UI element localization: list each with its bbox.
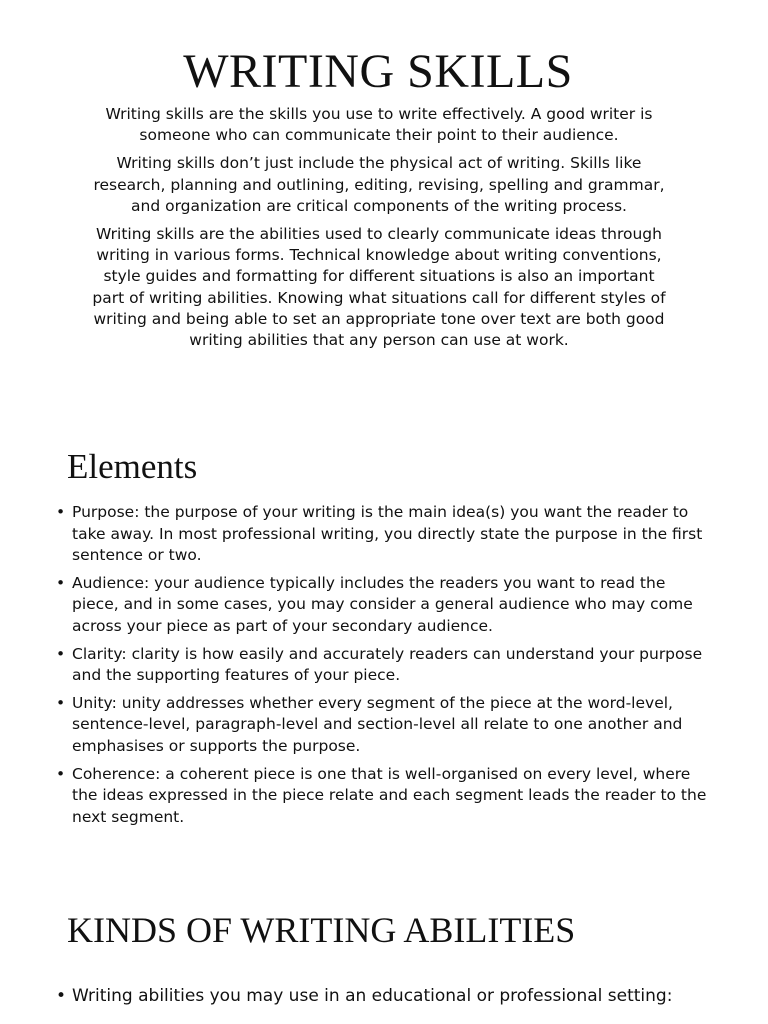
list-item-text: Clarity: clarity is how easily and accurately readers can understand your purpose and the supporting features of your piece. — [72, 644, 703, 685]
kinds-heading: KINDS OF WRITING ABILITIES — [67, 910, 576, 950]
kinds-list — [56, 985, 716, 1013]
list-item — [56, 764, 716, 829]
bullet-icon: • — [56, 644, 66, 663]
list-item — [56, 502, 716, 567]
elements-list — [56, 502, 716, 834]
bullet-icon: • — [56, 573, 66, 592]
bullet-icon: • — [56, 503, 66, 521]
page-title: WRITING SKILLS — [183, 45, 573, 98]
list-item-text: Writing abilities you may use in an educational or professional setting: — [72, 986, 673, 1006]
list-item-text: Purpose: the purpose of your writing is the main idea(s) you want the reader to take away. In most professional writing, you directly state the purpose in the first sentence or two. — [72, 503, 703, 565]
intro-paragraph: Writing skills are the abilities used to clearly communicate ideas through writing in various forms. Technical knowledge about writing conventions, style guides and formatting for different situations is also an important part of writing abilities. Knowing what situations call for different styles of writing and being able to set an appropriate tone over text are both good writing abilities that any person can use at work. — [92, 225, 666, 350]
intro-section — [86, 104, 672, 358]
list-item-text: Coherence: a coherent piece is one that is well-organised on every level, where the ideas expressed in the piece relate and each segment leads the reader to the next segment. — [72, 764, 707, 826]
list-item-text: Audience: your audience typically includes the readers you want to read the piece, and in some cases, you may consider a general audience who may come across your piece as part of your secondary audience. — [72, 573, 693, 635]
intro-paragraph: Writing skills are the skills you use to write effectively. A good writer is someone who can communicate their point to their audience. — [105, 105, 653, 145]
list-item-text: Unity: unity addresses whether every segment of the piece at the word-level, sentence-level, paragraph-level and section-level all relate to one another and emphasises or supports the purpose. — [72, 693, 683, 755]
list-item — [56, 693, 716, 758]
list-item — [56, 985, 716, 1007]
bullet-icon: • — [56, 693, 66, 712]
list-item — [56, 573, 716, 638]
intro-paragraph: Writing skills don’t just include the physical act of writing. Skills like research, planning and outlining, editing, revising, spelling and grammar, and organization are critical components of the writing process. — [93, 154, 665, 215]
bullet-icon: • — [56, 764, 66, 783]
bullet-icon: • — [56, 986, 67, 1006]
list-item — [56, 644, 716, 687]
elements-heading: Elements — [67, 447, 198, 486]
